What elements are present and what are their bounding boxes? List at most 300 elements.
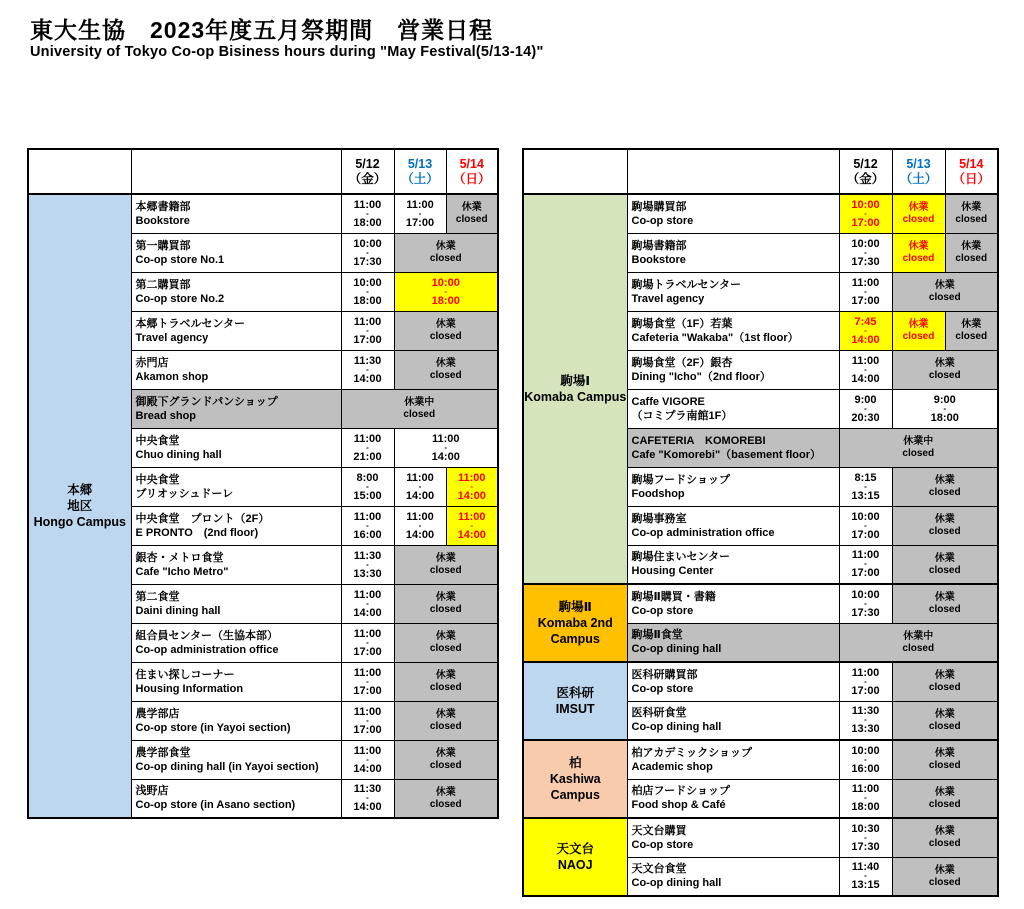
date-label: 5/12 bbox=[853, 156, 878, 171]
shop-name-en: Housing Center bbox=[631, 565, 714, 578]
hours-cell bbox=[839, 818, 892, 857]
shop-name-jp: 駒場事務室 bbox=[631, 512, 687, 525]
shop-name-en: Dining "Icho"（2nd floor） bbox=[631, 370, 771, 383]
time-separator: - bbox=[864, 325, 867, 335]
shop-name-en: Travel agency bbox=[631, 292, 705, 305]
closed-cell bbox=[892, 818, 998, 857]
open-time: 11:00 bbox=[406, 510, 434, 523]
time-separator: - bbox=[470, 520, 474, 530]
hours-cell bbox=[394, 272, 498, 311]
shop-name-en: Co-op store bbox=[631, 682, 694, 695]
shop-name-en: Co-op dining hall bbox=[631, 721, 722, 734]
close-time: 17:00 bbox=[851, 684, 880, 697]
shop-name bbox=[627, 779, 839, 818]
closed-label-en: closed bbox=[928, 604, 961, 616]
shop-name-en: ブリオッシュドーレ bbox=[135, 487, 234, 500]
hours-cell bbox=[394, 194, 446, 233]
hours-cell bbox=[341, 740, 394, 779]
hours-cell bbox=[341, 662, 394, 701]
shop-name bbox=[627, 350, 839, 389]
shop-name-jp: 本郷書籍部 bbox=[135, 200, 191, 213]
date-header bbox=[945, 149, 998, 194]
page-title: 東大生協 2023年度五月祭期間 営業日程 bbox=[30, 17, 494, 43]
shop-name-en: Co-op dining hall (in Yayoi section) bbox=[135, 760, 319, 773]
shop-name bbox=[131, 428, 341, 467]
campus-label-line: 天文台 bbox=[556, 842, 594, 856]
shop-name-en: Daini dining hall bbox=[135, 604, 221, 617]
close-time: 14:00 bbox=[353, 372, 382, 385]
time-separator: - bbox=[444, 286, 448, 296]
open-time: 11:00 bbox=[353, 588, 382, 601]
open-time: 11:00 bbox=[406, 471, 434, 484]
shop-name bbox=[627, 272, 839, 311]
closed-label-en: closed bbox=[902, 214, 935, 226]
shop-name-en: E PRONTO (2nd floor) bbox=[135, 526, 259, 539]
date-label: 5/12 bbox=[355, 156, 380, 171]
shop-name-jp: 天文台食堂 bbox=[631, 863, 687, 876]
shop-name bbox=[627, 857, 839, 896]
shop-name-en: Food shop & Café bbox=[631, 799, 726, 812]
campus-label-line: NAOJ bbox=[557, 858, 593, 872]
shop-name-jp: 駒場食堂（2F）銀杏 bbox=[631, 356, 733, 369]
shop-name-jp: CAFETERIA KOMOREBI bbox=[631, 434, 766, 447]
close-time: 17:00 bbox=[851, 294, 880, 307]
closed-label-en: closed bbox=[902, 331, 935, 342]
shop-name-jp: 医科研食堂 bbox=[631, 707, 687, 720]
closed-cell bbox=[892, 584, 998, 623]
closed-label-en: closed bbox=[902, 253, 935, 264]
closed-cell bbox=[892, 194, 945, 233]
table-header bbox=[28, 149, 498, 194]
open-time: 10:00 bbox=[353, 276, 382, 289]
closed-cell bbox=[945, 194, 998, 233]
hours-cell bbox=[341, 506, 394, 545]
hours-cell bbox=[394, 428, 498, 467]
closed-label-jp: 休業 bbox=[908, 202, 929, 214]
closed-label-en: closed bbox=[928, 720, 961, 732]
campus-label bbox=[523, 194, 627, 584]
close-time: 13:30 bbox=[851, 723, 880, 736]
closed-label-jp: 休業 bbox=[435, 631, 456, 642]
shop-name-en: Cafe "Komorebi"（basement floor） bbox=[631, 448, 822, 461]
time-separator: - bbox=[864, 832, 867, 842]
close-time: 17:00 bbox=[851, 216, 880, 229]
closed-cell bbox=[839, 428, 998, 467]
open-time: 11:00 bbox=[851, 276, 880, 289]
weekday-label: （金） bbox=[846, 171, 885, 186]
campus-label bbox=[523, 584, 627, 662]
closed-label-jp: 休業 bbox=[908, 241, 929, 252]
date-label: 5/13 bbox=[906, 156, 931, 171]
close-time: 14:00 bbox=[353, 762, 382, 775]
shop-name-en: Co-op administration office bbox=[135, 643, 279, 656]
hours-cell bbox=[839, 194, 892, 233]
shop-name-jp: 農学部食堂 bbox=[135, 746, 191, 759]
closed-label-en: closed bbox=[403, 409, 436, 420]
close-time: 13:30 bbox=[353, 567, 382, 580]
time-separator: - bbox=[943, 403, 947, 413]
table-header bbox=[523, 149, 998, 194]
closed-label-en: closed bbox=[928, 564, 961, 576]
date-header bbox=[341, 149, 394, 194]
closed-label-jp: 休業中 bbox=[404, 397, 435, 408]
open-time: 7:45 bbox=[854, 315, 877, 328]
time-separator: - bbox=[864, 598, 867, 608]
shop-name-en: Travel agency bbox=[135, 331, 209, 344]
closed-label-jp: 休業 bbox=[961, 202, 982, 214]
closed-label-en: closed bbox=[955, 214, 988, 226]
closed-cell bbox=[839, 623, 998, 662]
hours-cell bbox=[892, 389, 998, 428]
date-header bbox=[839, 149, 892, 194]
closed-label-jp: 休業 bbox=[934, 552, 955, 564]
close-time: 14:00 bbox=[353, 606, 382, 619]
closed-cell bbox=[394, 545, 498, 584]
hours-cell bbox=[839, 389, 892, 428]
open-time: 11:30 bbox=[851, 705, 880, 718]
empty-shop-header-cell bbox=[627, 149, 839, 194]
close-time: 18:00 bbox=[851, 801, 880, 814]
closed-label-en: closed bbox=[928, 876, 961, 888]
closed-cell bbox=[945, 311, 998, 350]
hours-cell bbox=[341, 311, 394, 350]
shop-name-jp: 中央食堂 bbox=[135, 434, 180, 447]
closed-label-en: closed bbox=[429, 331, 462, 342]
shop-name-jp: 柏店フードショップ bbox=[631, 785, 730, 798]
open-time: 11:00 bbox=[353, 510, 382, 523]
shop-name-en: Bread shop bbox=[135, 409, 197, 422]
shop-name bbox=[131, 623, 341, 662]
closed-label-jp: 休業 bbox=[934, 514, 955, 525]
campus-label-line: Campus bbox=[550, 788, 600, 802]
shop-name-en: Co-op dining hall bbox=[631, 877, 722, 890]
close-time: 14:00 bbox=[405, 489, 435, 502]
closed-label-en: closed bbox=[429, 604, 462, 615]
hours-cell bbox=[446, 506, 498, 545]
shop-name bbox=[131, 389, 341, 428]
closed-cell bbox=[892, 740, 998, 779]
hours-cell bbox=[394, 467, 446, 506]
closed-label-jp: 休業中 bbox=[903, 436, 934, 447]
time-separator: - bbox=[366, 793, 369, 803]
close-time: 13:15 bbox=[851, 879, 880, 892]
shop-name-jp: 農学部店 bbox=[135, 707, 180, 720]
shop-name bbox=[627, 194, 839, 233]
shop-name-en: Co-op store bbox=[631, 604, 694, 617]
shop-name-jp: 天文台購買 bbox=[631, 824, 687, 837]
date-header bbox=[446, 149, 498, 194]
hours-cell bbox=[839, 467, 892, 506]
campus-label-line: IMSUT bbox=[555, 702, 595, 716]
shop-name bbox=[131, 311, 341, 350]
open-time: 9:00 bbox=[854, 393, 877, 406]
closed-label-jp: 休業 bbox=[435, 709, 456, 720]
shop-name-en: Akamon shop bbox=[135, 370, 209, 383]
campus-label-line: Komaba 2nd bbox=[537, 616, 613, 630]
closed-label-jp: 休業 bbox=[435, 358, 456, 369]
closed-label-en: closed bbox=[928, 487, 961, 498]
time-separator: - bbox=[366, 247, 369, 257]
shop-name bbox=[131, 194, 341, 233]
closed-cell bbox=[892, 779, 998, 818]
shop-row bbox=[523, 584, 998, 623]
open-time: 11:00 bbox=[851, 354, 880, 367]
time-separator: - bbox=[418, 520, 422, 530]
weekday-label: （金） bbox=[348, 171, 387, 186]
time-separator: - bbox=[418, 208, 422, 218]
hours-cell bbox=[839, 584, 892, 623]
closed-label-en: closed bbox=[928, 370, 961, 381]
shop-name bbox=[131, 701, 341, 740]
closed-label-jp: 休業 bbox=[435, 748, 456, 759]
open-time: 11:00 bbox=[431, 432, 460, 445]
shop-name bbox=[627, 623, 839, 662]
shop-name-en: Cafeteria "Wakaba"（1st floor） bbox=[631, 331, 799, 344]
time-separator: - bbox=[366, 637, 369, 647]
shop-name bbox=[627, 545, 839, 584]
time-separator: - bbox=[418, 481, 422, 491]
close-time: 14:00 bbox=[457, 489, 486, 502]
close-time: 16:00 bbox=[353, 528, 382, 541]
closed-cell bbox=[394, 233, 498, 272]
close-time: 14:00 bbox=[405, 528, 435, 541]
close-time: 20:30 bbox=[851, 411, 880, 424]
shop-name bbox=[627, 584, 839, 623]
shop-name-jp: 銀杏・メトロ食堂 bbox=[135, 551, 224, 564]
shop-name-jp: 御殿下グランドパンショップ bbox=[135, 395, 278, 408]
close-time: 21:00 bbox=[353, 450, 382, 463]
close-time: 14:00 bbox=[353, 801, 382, 814]
closed-cell bbox=[892, 545, 998, 584]
hours-cell bbox=[341, 233, 394, 272]
weekday-label: （日） bbox=[452, 171, 491, 186]
shop-name-en: Co-op store (in Yayoi section) bbox=[135, 721, 291, 734]
open-time: 11:00 bbox=[457, 471, 486, 484]
closed-label-en: closed bbox=[429, 682, 462, 693]
shop-name bbox=[627, 428, 839, 467]
shop-name bbox=[131, 662, 341, 701]
shop-name-jp: 駒場書籍部 bbox=[631, 239, 687, 252]
shop-name-en: Co-op store No.1 bbox=[135, 253, 225, 266]
campus-label bbox=[523, 818, 627, 896]
open-time: 11:00 bbox=[406, 198, 434, 211]
shop-name-en: Co-op store (in Asano section) bbox=[135, 799, 296, 812]
closed-label-jp: 休業 bbox=[961, 241, 982, 252]
shop-name bbox=[131, 740, 341, 779]
shop-name-en: Co-op store No.2 bbox=[135, 292, 225, 305]
closed-label-en: closed bbox=[928, 838, 961, 850]
campus-label-line: Campus bbox=[550, 632, 600, 646]
shop-name-jp: 柏アカデミックショップ bbox=[631, 746, 752, 759]
time-separator: - bbox=[864, 676, 867, 686]
table-body bbox=[28, 194, 498, 818]
time-separator: - bbox=[864, 793, 867, 803]
closed-label-jp: 休業 bbox=[435, 319, 456, 330]
shop-name bbox=[131, 467, 341, 506]
closed-label-jp: 休業 bbox=[435, 592, 456, 603]
time-separator: - bbox=[864, 481, 867, 491]
shop-name-jp: 本郷トラベルセンター bbox=[135, 317, 246, 330]
time-separator: - bbox=[864, 520, 867, 530]
shop-name-jp: 駒場フードショップ bbox=[631, 473, 730, 486]
close-time: 17:00 bbox=[851, 567, 880, 580]
open-time: 10:00 bbox=[851, 588, 880, 601]
close-time: 17:30 bbox=[851, 606, 880, 619]
shop-name bbox=[131, 272, 341, 311]
open-time: 11:00 bbox=[353, 198, 382, 211]
closed-label-jp: 休業 bbox=[435, 553, 456, 564]
time-separator: - bbox=[366, 715, 369, 725]
shop-name-en: Housing Information bbox=[135, 682, 244, 695]
open-time: 10:30 bbox=[851, 822, 880, 835]
open-time: 11:30 bbox=[353, 549, 382, 562]
closed-label-jp: 休業中 bbox=[903, 630, 934, 642]
time-separator: - bbox=[366, 598, 369, 608]
shop-name bbox=[131, 545, 341, 584]
closed-label-jp: 休業 bbox=[908, 319, 929, 330]
time-separator: - bbox=[864, 559, 867, 569]
campus-label-line: Komaba Campus bbox=[524, 390, 627, 404]
hours-cell bbox=[839, 662, 892, 701]
shop-name bbox=[627, 662, 839, 701]
time-separator: - bbox=[864, 364, 867, 374]
close-time: 13:15 bbox=[851, 489, 880, 502]
shop-name bbox=[627, 818, 839, 857]
shop-name-en: Cafe "Icho Metro" bbox=[135, 565, 229, 578]
shop-name-en: Co-op dining hall bbox=[631, 643, 722, 656]
shop-name-jp: 駒場トラベルセンター bbox=[631, 278, 742, 291]
time-separator: - bbox=[864, 247, 867, 257]
shop-name-jp: 赤門店 bbox=[135, 356, 169, 369]
closed-cell bbox=[394, 662, 498, 701]
time-separator: - bbox=[366, 481, 369, 491]
open-time: 10:00 bbox=[851, 198, 880, 211]
time-separator: - bbox=[366, 676, 369, 686]
page-subtitle: University of Tokyo Co-op Bisiness hours during "May Festival(5/13-14)" bbox=[30, 44, 544, 60]
hours-cell bbox=[446, 467, 498, 506]
closed-cell bbox=[945, 233, 998, 272]
open-time: 11:00 bbox=[851, 783, 880, 796]
open-time: 11:00 bbox=[457, 510, 486, 523]
open-time: 10:00 bbox=[851, 237, 880, 250]
hours-cell bbox=[394, 506, 446, 545]
weekday-label: （土） bbox=[401, 171, 439, 186]
closed-label-jp: 休業 bbox=[934, 358, 955, 369]
closed-label-en: closed bbox=[429, 565, 462, 576]
closed-cell bbox=[394, 701, 498, 740]
closed-label-en: closed bbox=[928, 798, 961, 810]
campus-label bbox=[523, 740, 627, 818]
open-time: 11:00 bbox=[353, 432, 382, 445]
closed-label-en: closed bbox=[902, 448, 935, 459]
shop-name-en: （コミプラ南館1F） bbox=[631, 409, 733, 422]
closed-cell bbox=[892, 350, 998, 389]
close-time: 17:00 bbox=[353, 645, 382, 658]
hours-cell bbox=[839, 311, 892, 350]
shop-name bbox=[627, 233, 839, 272]
shop-row bbox=[523, 194, 998, 233]
empty-campus-header-cell bbox=[523, 149, 627, 194]
closed-label-jp: 休業 bbox=[435, 786, 456, 798]
closed-cell bbox=[892, 662, 998, 701]
closed-cell bbox=[394, 623, 498, 662]
closed-label-en: closed bbox=[902, 642, 935, 654]
hours-cell bbox=[341, 584, 394, 623]
shop-name bbox=[131, 584, 341, 623]
shop-name-en: Chuo dining hall bbox=[135, 448, 222, 461]
date-label: 5/14 bbox=[459, 156, 484, 171]
close-time: 17:30 bbox=[353, 255, 382, 268]
weekday-label: （土） bbox=[899, 171, 938, 186]
shop-name-jp: 中央食堂 bbox=[135, 473, 180, 486]
close-time: 18:00 bbox=[930, 411, 959, 424]
hours-cell bbox=[341, 545, 394, 584]
hours-cell bbox=[839, 506, 892, 545]
hours-cell bbox=[341, 272, 394, 311]
hours-cell bbox=[839, 233, 892, 272]
time-separator: - bbox=[470, 481, 474, 491]
closed-label-en: closed bbox=[955, 253, 988, 264]
open-time: 11:30 bbox=[353, 783, 382, 796]
open-time: 11:40 bbox=[851, 861, 880, 874]
closed-cell bbox=[446, 194, 498, 233]
closed-label-en: closed bbox=[429, 370, 462, 381]
close-time: 17:00 bbox=[851, 528, 880, 541]
closed-cell bbox=[892, 233, 945, 272]
hours-cell bbox=[341, 779, 394, 818]
closed-label-jp: 休業 bbox=[934, 748, 955, 760]
open-time: 11:00 bbox=[353, 627, 382, 640]
campus-label-line: 駒場Ⅱ bbox=[558, 600, 592, 614]
closed-label-jp: 休業 bbox=[934, 592, 955, 604]
closed-label-jp: 休業 bbox=[934, 708, 955, 720]
hours-cell bbox=[341, 194, 394, 233]
campus-label bbox=[523, 662, 627, 740]
closed-label-en: closed bbox=[429, 721, 462, 732]
shop-name-jp: 組合員センター（生協本部） bbox=[135, 629, 279, 642]
close-time: 14:00 bbox=[431, 450, 460, 463]
table-body bbox=[523, 194, 998, 896]
shop-name bbox=[627, 389, 839, 428]
hours-cell bbox=[839, 545, 892, 584]
closed-cell bbox=[394, 740, 498, 779]
date-header bbox=[892, 149, 945, 194]
close-time: 17:00 bbox=[405, 216, 435, 229]
shop-name-jp: 第二食堂 bbox=[135, 590, 180, 603]
shop-name bbox=[627, 506, 839, 545]
hours-cell bbox=[839, 779, 892, 818]
shop-row bbox=[28, 194, 498, 233]
shop-name-en: Bookstore bbox=[135, 214, 190, 227]
shop-name-jp: 浅野店 bbox=[135, 785, 169, 798]
time-separator: - bbox=[366, 325, 369, 335]
time-separator: - bbox=[366, 559, 369, 569]
time-separator: - bbox=[366, 364, 369, 374]
closed-label-en: closed bbox=[429, 760, 462, 771]
open-time: 10:00 bbox=[431, 276, 460, 289]
closed-cell bbox=[394, 350, 498, 389]
shop-row bbox=[523, 662, 998, 701]
closed-cell bbox=[892, 506, 998, 545]
open-time: 8:15 bbox=[854, 471, 877, 484]
closed-label-jp: 休業 bbox=[961, 319, 982, 330]
closed-label-jp: 休業 bbox=[934, 670, 955, 682]
closed-cell bbox=[341, 389, 498, 428]
closed-label-en: closed bbox=[928, 526, 961, 537]
closed-label-jp: 休業 bbox=[435, 241, 456, 252]
shop-name bbox=[131, 233, 341, 272]
shop-name-jp: Caffe VIGORE bbox=[631, 395, 705, 408]
